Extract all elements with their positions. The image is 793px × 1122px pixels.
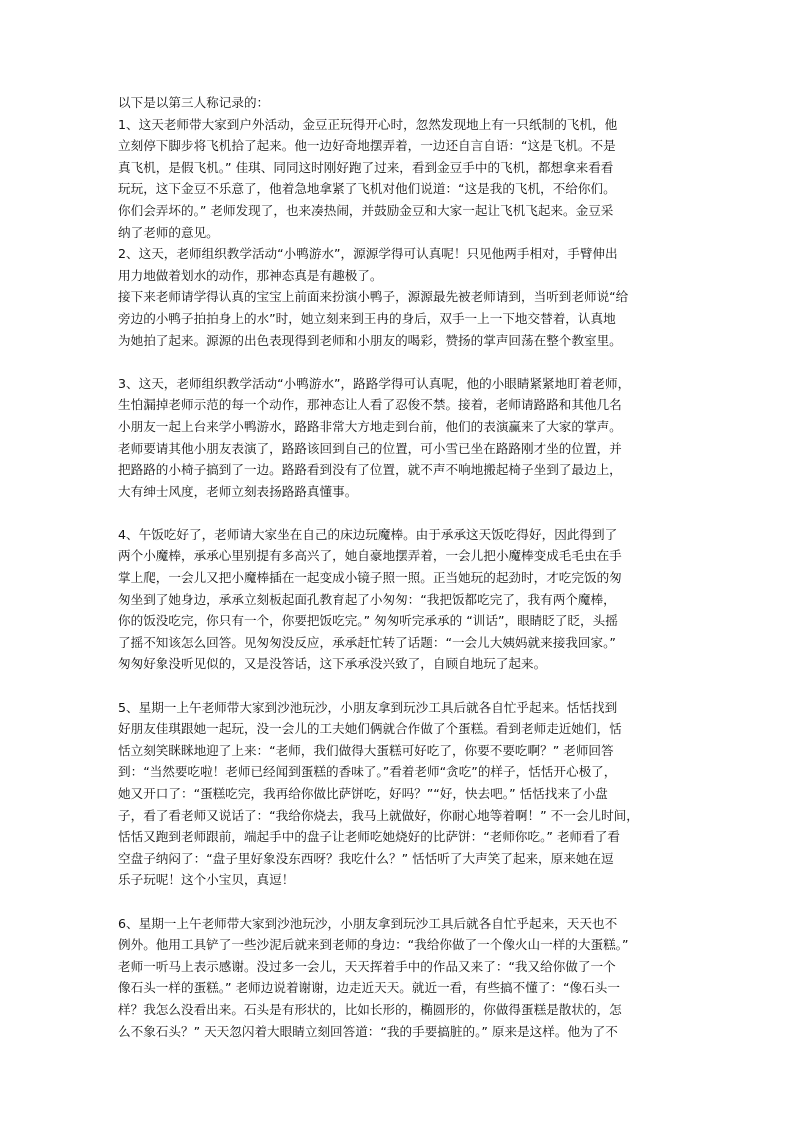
- text-line: 么不象石头？” 天天忽闪着大眼睛立刻回答道：“我的手要搞脏的。” 原来是这样。他为了不: [118, 1023, 618, 1039]
- text-line: 掌上爬，一会儿又把小魔棒插在一起变成小镜子照一照。正当她玩的起劲时，才吃完饭的匆: [118, 570, 622, 586]
- text-line: 匆匆好象没听见似的，又是没答话，这下承承没兴致了，自顾自地玩了起来。: [118, 656, 547, 672]
- paragraph-spacer: [118, 891, 680, 913]
- text-line: 样？我怎么没看出来。石头是有形状的，比如长形的，椭圆形的，你做得蛋糕是散状的，怎: [118, 1001, 622, 1017]
- text-line: 子，看了看老师又说话了：“我给你烧去，我马上就做好，你耐心地等着啊！” 不一会儿时间，: [118, 807, 639, 823]
- paragraph-4: [118, 524, 680, 675]
- text-line: 真飞机，是假飞机。” 佳琪、同同这时刚好跑了过来，看到金豆手中的飞机，都想拿来看看: [118, 159, 614, 175]
- text-line: 1、这天老师带大家到户外活动，金豆正玩得开心时，忽然发现地上有一只纸制的飞机，他: [118, 116, 618, 132]
- text-line: 好朋友佳琪跟她一起玩，没一会儿的工夫她们俩就合作做了个蛋糕。看到老师走近她们，恬: [118, 721, 622, 737]
- text-line: 纳了老师的意见。: [118, 224, 219, 240]
- text-line: 小朋友一起上台来学小鸭游水，路路非常大方地走到台前，他们的表演赢来了大家的掌声。: [118, 418, 622, 434]
- text-line: 像石头一样的蛋糕。” 老师边说着谢谢，边走近天天。就近一看，有些搞不懂了：“像石头一: [118, 980, 620, 996]
- text-line: 匆坐到了她身边，承承立刻板起面孔教育起了小匆匆：“我把饭都吃完了，我有两个魔棒，: [118, 591, 616, 607]
- text-line: 大有绅士风度，老师立刻表扬路路真懂事。: [118, 483, 358, 499]
- document-page: [118, 92, 680, 1042]
- text-line: 两个小魔棒，承承心里别提有多高兴了，她自豪地摆弄着，一会儿把小魔棒变成毛毛虫在手: [118, 548, 622, 564]
- text-line: 5、星期一上午老师带大家到沙池玩沙，小朋友拿到玩沙工具后就各自忙乎起来。恬恬找到: [118, 699, 618, 715]
- text-line: 生怕漏掉老师示范的每一个动作，那神态让人看了忍俊不禁。接着，老师请路路和其他几名: [118, 397, 622, 413]
- text-line: 老师一听马上表示感谢。没过多一会儿，天天挥着手中的作品又来了：“我又给你做了一个: [118, 958, 616, 974]
- text-line: 乐子玩呢！这个小宝贝，真逗！: [118, 872, 295, 888]
- paragraph-6: [118, 913, 680, 1043]
- text-line: 2、这天，老师组织教学活动“小鸭游水”，源源学得可认真呢！只见他两手相对，手臂伸出: [118, 246, 618, 262]
- text-line: 空盘子纳闷了：“盘子里好象没东西呀？我吃什么？” 恬恬听了大声笑了起来，原来她在逗: [118, 850, 614, 866]
- paragraph-1: [118, 114, 680, 244]
- text-line: 为她拍了起来。源源的出色表现得到老师和小朋友的喝彩，赞扬的掌声回荡在整个教室里。: [118, 332, 622, 348]
- paragraph-2: [118, 243, 680, 351]
- text-line: 用力地做着划水的动作，那神态真是有趣极了。: [118, 267, 383, 283]
- text-line: 把路路的小椅子搞到了一边。路路看到没有了位置，就不声不响地搬起椅子坐到了最边上，: [118, 462, 622, 478]
- text-line: 恬立刻笑眯眯地迎了上来：“老师，我们做得大蛋糕可好吃了，你要不要吃啊？” 老师回答: [118, 742, 614, 758]
- text-line: 你的饭没吃完，你只有一个，你要把饭吃完。” 匆匆听完承承的 “训话”，眼睛眨了眨，头摇: [118, 613, 618, 629]
- paragraph-spacer: [118, 351, 680, 373]
- intro-line: 以下是以第三人称记录的：: [118, 95, 270, 110]
- text-line: 接下来老师请学得认真的宝宝上前面来扮演小鸭子，源源最先被老师请到，当听到老师说“给: [118, 289, 629, 305]
- text-line: 6、星期一上午老师带大家到沙池玩沙，小朋友拿到玩沙工具后就各自忙乎起来，天天也不: [118, 915, 618, 931]
- paragraph-3: [118, 373, 680, 503]
- text-line: 4、午饭吃好了，老师请大家坐在自己的床边玩魔棒。由于承承这天饭吃得好，因此得到了: [118, 526, 618, 542]
- text-line: 立刻停下脚步将飞机拾了起来。他一边好奇地摆弄着，一边还自言自语：“这是飞机。不是: [118, 138, 616, 154]
- text-line: 你们会弄坏的。” 老师发现了，也来凑热闹，并鼓励金豆和大家一起让飞机飞起来。金豆采: [118, 202, 614, 218]
- text-line: 了摇不知该怎么回答。见匆匆没反应，承承赶忙转了话题：“一会儿大姨妈就来接我回家。”: [118, 634, 616, 650]
- text-line: 旁边的小鸭子拍拍身上的水”时，她立刻来到王冉的身后，双手一上一下地交替着，认真地: [118, 310, 616, 326]
- paragraph-5: [118, 697, 680, 891]
- text-line: 玩玩，这下金豆不乐意了，他着急地拿紧了飞机对他们说道：“这是我的飞机，不给你们。: [118, 181, 616, 197]
- text-line: 恬恬又跑到老师跟前，端起手中的盘子让老师吃她烧好的比萨饼：“老师你吃。” 老师看了看: [118, 829, 620, 845]
- paragraph-spacer: [118, 675, 680, 697]
- text-line: 她又开口了：“蛋糕吃完，我再给你做比萨饼吃，好吗？”“好，快去吧。” 恬恬找来了小盘: [118, 786, 608, 801]
- text-line: 例外。他用工具铲了一些沙泥后就来到老师的身边：“我给你做了一个像火山一样的大蛋糕。”: [118, 937, 629, 953]
- text-line: 老师要请其他小朋友表演了，路路该回到自己的位置，可小雪已坐在路路刚才坐的位置，并: [118, 440, 622, 456]
- paragraph-spacer: [118, 502, 680, 524]
- text-line: 到：“当然要吃啦！老师已经闻到蛋糕的香味了。”看着老师“贪吃”的样子，恬恬开心极了，: [118, 764, 617, 780]
- text-line: 3、这天，老师组织教学活动“小鸭游水”，路路学得可认真呢，他的小眼睛紧紧地盯着老师，: [118, 375, 631, 391]
